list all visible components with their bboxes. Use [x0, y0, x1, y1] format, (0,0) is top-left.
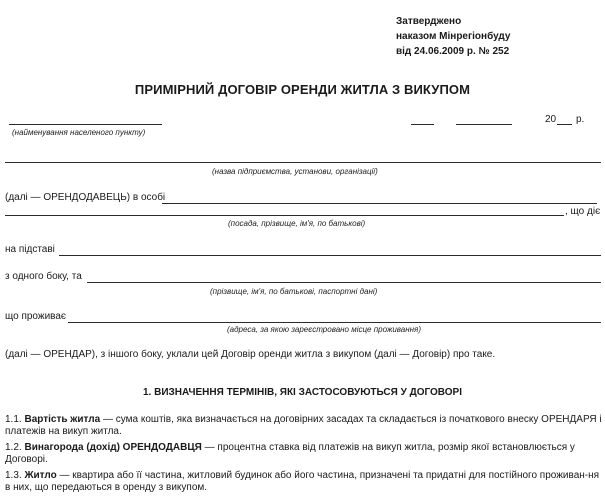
approval-line-3: від 24.06.2009 р. № 252: [396, 46, 510, 57]
definition-1-1: [5, 414, 603, 438]
section-1-heading: 1. ВИЗНАЧЕННЯ ТЕРМІНІВ, ЯКІ ЗАСТОСОВУЮТЬСЯ У ДОГОВОРІ: [142, 387, 462, 398]
tenant-field-line[interactable]: [87, 282, 601, 283]
definition-number: 1.2.: [5, 442, 22, 453]
organization-hint: (назва підприємства, установи, організації): [212, 167, 378, 176]
organization-field-line[interactable]: [5, 162, 601, 163]
landlord-field-line-2[interactable]: [5, 215, 564, 216]
approval-line-2: наказом Мінрегіонбуду: [396, 31, 511, 42]
landlord-label: (далі — ОРЕНДОДАВЕЦЬ) в особі: [5, 192, 166, 203]
definition-1-2: [5, 442, 603, 466]
settlement-hint: (найменування населеного пункту): [12, 128, 146, 137]
month-field-line[interactable]: [456, 124, 512, 125]
settlement-field-line[interactable]: [9, 124, 162, 125]
position-hint: (посада, прізвище, ім'я, по батькові): [228, 219, 366, 228]
definition-text: — квартира або її частина, житловий будинок або його частина, призначені та придатні для постійного проживан-ня в них, що передаються в оренду з викупом.: [5, 470, 600, 493]
definition-term: Житло: [24, 470, 57, 481]
intro-paragraph: (далі — ОРЕНДАР), з іншого боку, уклали цей Договір оренди житла з викупом (далі — Договір) про таке.: [5, 349, 496, 360]
resides-label: що проживає: [5, 311, 67, 322]
definition-term: Вартість житла: [24, 414, 101, 425]
basis-field-line[interactable]: [59, 255, 601, 256]
acts-label: , що діє: [565, 206, 601, 217]
definition-number: 1.3.: [5, 470, 22, 481]
document-title: ПРИМІРНИЙ ДОГОВІР ОРЕНДИ ЖИТЛА З ВИКУПОМ: [134, 82, 471, 97]
address-field-line[interactable]: [68, 322, 601, 323]
approval-block: [396, 14, 510, 59]
definition-1-3: [5, 470, 603, 494]
definition-text: — сума коштів, яка визначається на договірних засадах та складається із початкового внеску ОРЕНДАРЯ і платежів на викуп житла.: [5, 414, 602, 437]
person-hint: (прізвище, ім'я, по батькові, паспортні дані): [210, 287, 378, 296]
definition-term: Винагорода (дохід) ОРЕНДОДАВЦЯ: [24, 442, 202, 453]
landlord-field-line[interactable]: [162, 203, 597, 204]
basis-label: на підставі: [5, 244, 55, 255]
address-hint: (адреса, за якою зареєстровано місце проживання): [227, 325, 421, 334]
year-field-line[interactable]: [557, 124, 572, 125]
year-suffix: р.: [576, 114, 585, 125]
approval-line-1: Затверджено: [396, 16, 462, 27]
definition-text: — процентна ставка від платежів на викуп житла, розмір якої встановлюється у Договорі.: [5, 442, 575, 465]
day-field-line[interactable]: [411, 124, 434, 125]
year-prefix: 20: [545, 114, 557, 125]
one-side-label: з одного боку, та: [5, 271, 82, 282]
definition-number: 1.1.: [5, 414, 22, 425]
